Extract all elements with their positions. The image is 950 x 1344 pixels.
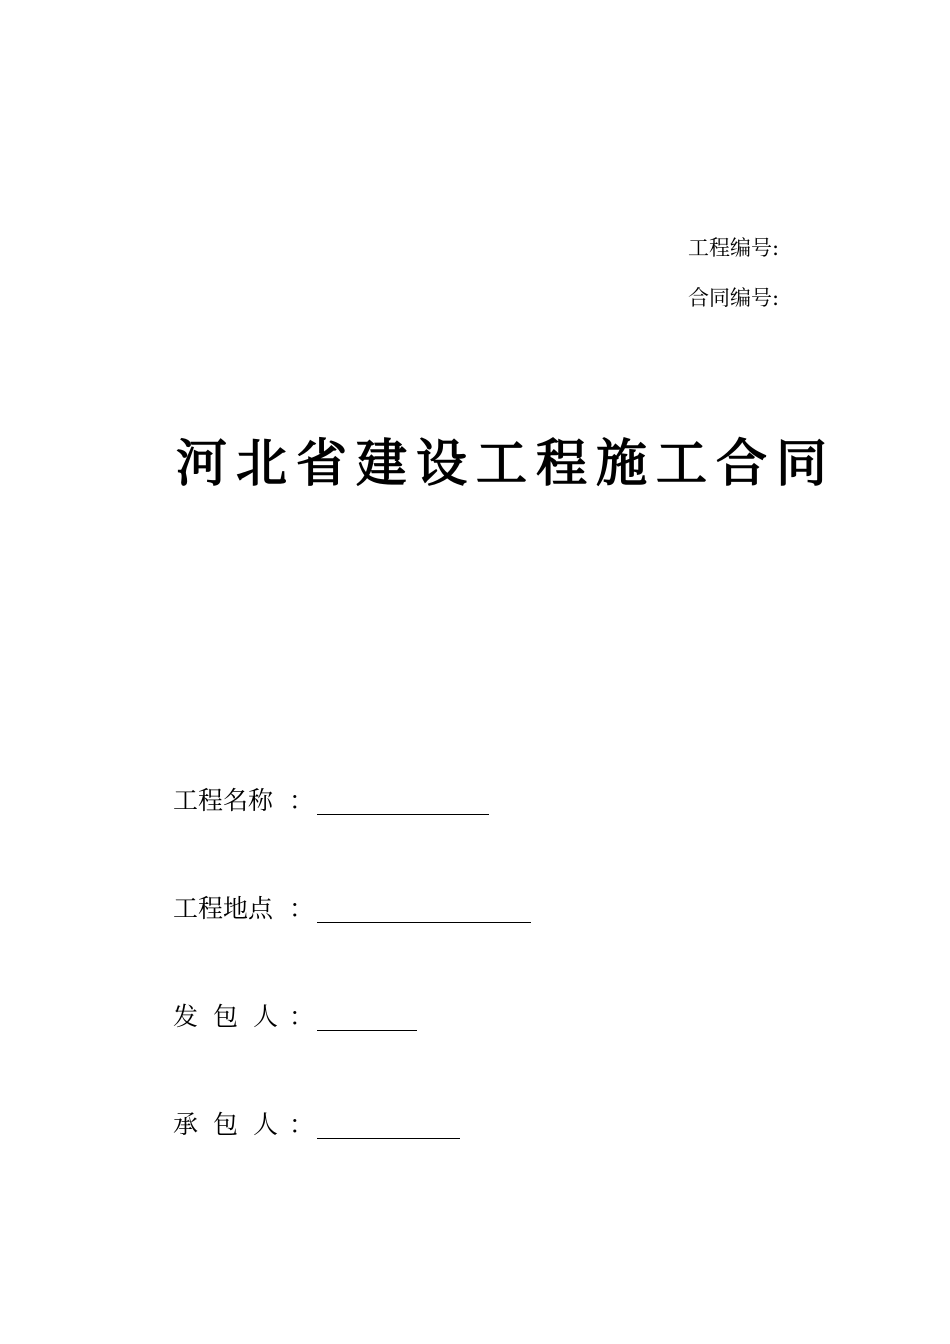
project-location-label: 工程地点	[173, 894, 274, 923]
contractor-blank-line[interactable]	[317, 1138, 460, 1139]
project-name-blank-line[interactable]	[317, 814, 489, 815]
employer-label: 发包人	[173, 1002, 294, 1031]
project-location-colon: ：	[289, 894, 315, 923]
project-number-label: 工程编号:	[688, 236, 780, 260]
contractor-label: 承包人	[173, 1110, 294, 1139]
employer-colon: ：	[289, 1002, 315, 1031]
contractor-colon: ：	[289, 1110, 315, 1139]
project-location-blank-line[interactable]	[317, 922, 531, 923]
document-title: 河北省建设工程施工合同	[176, 435, 837, 494]
project-name-label: 工程名称	[173, 786, 274, 815]
employer-blank-line[interactable]	[317, 1030, 417, 1031]
contract-number-label: 合同编号:	[688, 286, 780, 310]
number-block	[688, 234, 779, 312]
project-name-colon: ：	[289, 786, 315, 815]
